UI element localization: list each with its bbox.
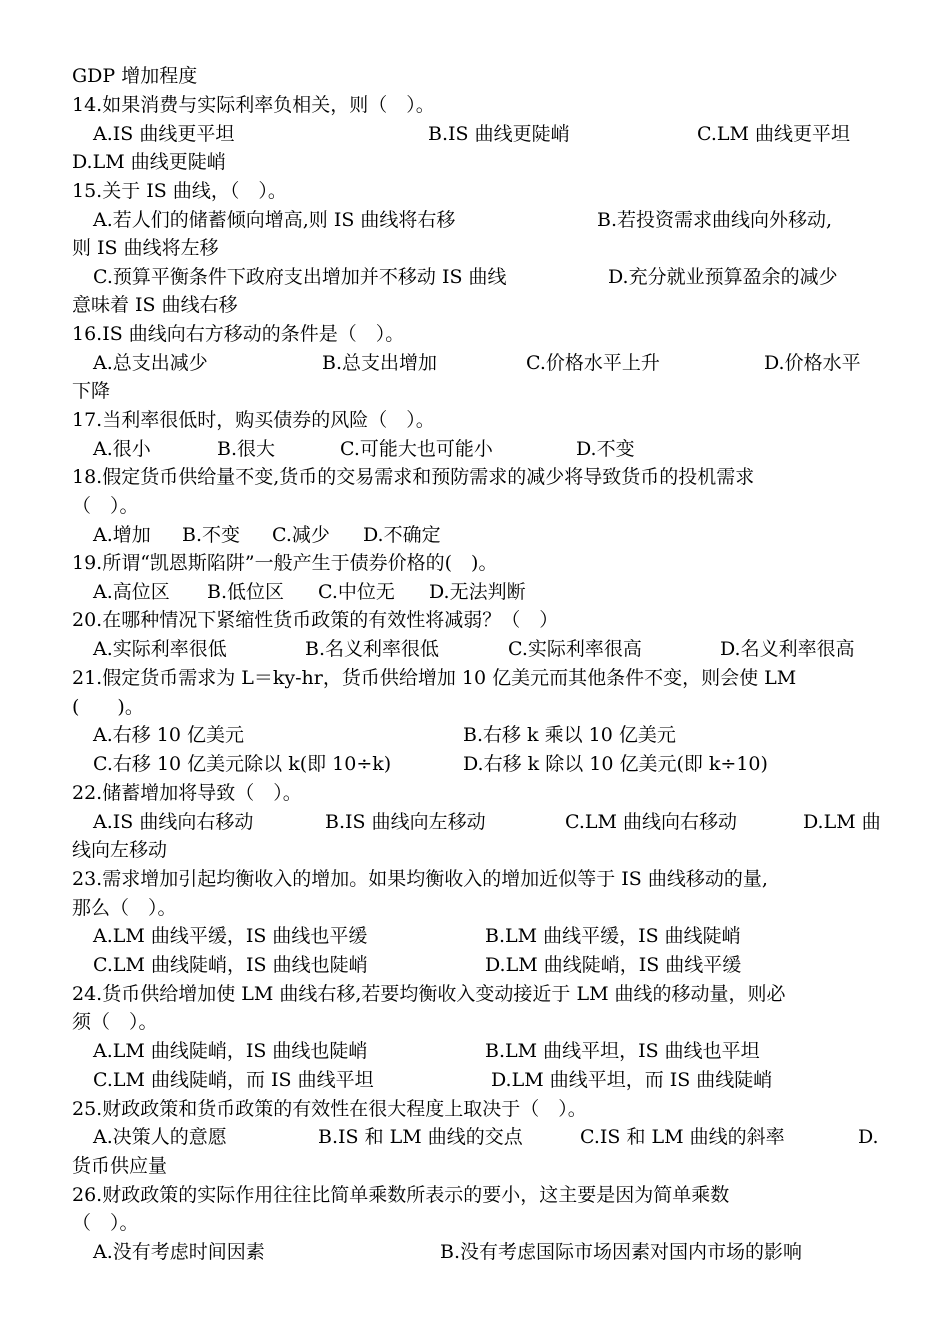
text-line xyxy=(0,549,950,577)
text-segment: 24.货币供给增加使 LM 曲线右移,若要均衡收入变动接近于 LM 曲线的移动量，则必 xyxy=(72,983,786,1005)
answer-option: C.减少 xyxy=(272,524,330,546)
answer-option: D.无法判断 xyxy=(429,581,526,603)
text-line xyxy=(0,693,950,721)
text-line xyxy=(0,435,950,463)
text-line xyxy=(0,721,950,749)
text-segment: GDP 增加程度 xyxy=(72,65,198,87)
answer-option: A.实际利率很低 xyxy=(93,638,227,660)
text-segment: 25.财政政策和货币政策的有效性在很大程度上取决于（ ）。 xyxy=(72,1098,587,1120)
text-segment: 23.需求增加引起均衡收入的增加。如果均衡收入的增加近似等于 IS 曲线移动的量, xyxy=(72,868,768,890)
text-segment: 17.当利率很低时，购买债券的风险（ ）。 xyxy=(72,409,435,431)
answer-option: A.没有考虑时间因素 xyxy=(93,1241,265,1263)
text-segment: 21.假定货币需求为 L＝ky-hr，货币供给增加 10 亿美元而其他条件不变，则会使 LM xyxy=(72,667,797,689)
text-line xyxy=(0,951,950,979)
text-line xyxy=(0,492,950,520)
text-line xyxy=(0,320,950,348)
answer-option: D.不确定 xyxy=(363,524,441,546)
answer-option: D.名义利率很高 xyxy=(720,638,855,660)
answer-option: D.LM 曲线陡峭，IS 曲线平缓 xyxy=(485,954,742,976)
text-line xyxy=(0,922,950,950)
answer-option: A.IS 曲线向右移动 xyxy=(93,811,254,833)
text-segment: 16.IS 曲线向右方移动的条件是（ ）。 xyxy=(72,323,405,345)
text-line xyxy=(0,406,950,434)
text-line xyxy=(0,91,950,119)
text-segment: 则 IS 曲线将左移 xyxy=(72,237,219,259)
answer-option: A.IS 曲线更平坦 xyxy=(93,123,235,145)
text-segment: 意味着 IS 曲线右移 xyxy=(72,294,238,316)
answer-option: C.LM 曲线陡峭，而 IS 曲线平坦 xyxy=(93,1069,374,1091)
text-segment: 须（ ）。 xyxy=(72,1011,158,1033)
text-segment: ( )。 xyxy=(72,696,144,718)
text-segment: 14.如果消费与实际利率负相关，则（ ）。 xyxy=(72,94,435,116)
text-line xyxy=(0,377,950,405)
text-line xyxy=(0,120,950,148)
answer-option: B.LM 曲线平坦，IS 曲线也平坦 xyxy=(485,1040,760,1062)
text-segment: 那么（ ）。 xyxy=(72,897,177,919)
text-line xyxy=(0,206,950,234)
answer-option: B.名义利率很低 xyxy=(305,638,440,660)
text-line xyxy=(0,1008,950,1036)
text-segment: 22.储蓄增加将导致（ ）。 xyxy=(72,782,302,804)
text-line xyxy=(0,808,950,836)
text-line xyxy=(0,664,950,692)
answer-option: B.不变 xyxy=(182,524,241,546)
text-line xyxy=(0,635,950,663)
answer-option: C.LM 曲线向右移动 xyxy=(565,811,738,833)
answer-option: C.IS 和 LM 曲线的斜率 xyxy=(580,1126,785,1148)
answer-option: A.增加 xyxy=(93,524,151,546)
answer-option: A.很小 xyxy=(93,438,151,460)
answer-option: C.右移 10 亿美元除以 k(即 10÷k) xyxy=(93,753,392,775)
answer-option: A.总支出减少 xyxy=(93,352,208,374)
answer-option: A.高位区 xyxy=(93,581,170,603)
text-line xyxy=(0,463,950,491)
text-line xyxy=(0,1095,950,1123)
text-line xyxy=(0,750,950,778)
answer-option: C.实际利率很高 xyxy=(508,638,642,660)
text-line xyxy=(0,349,950,377)
answer-option: D.LM 曲 xyxy=(803,811,881,833)
answer-option: C.可能大也可能小 xyxy=(340,438,493,460)
answer-option: B.若投资需求曲线向外移动, xyxy=(597,209,833,231)
text-line xyxy=(0,779,950,807)
text-line xyxy=(0,1209,950,1237)
text-line xyxy=(0,980,950,1008)
answer-option: A.若人们的储蓄倾向增高,则 IS 曲线将右移 xyxy=(93,209,456,231)
answer-option: C.LM 曲线更平坦 xyxy=(697,123,851,145)
answer-option: C.LM 曲线陡峭，IS 曲线也陡峭 xyxy=(93,954,368,976)
answer-option: A.LM 曲线平缓，IS 曲线也平缓 xyxy=(93,925,368,947)
answer-option: B.IS 和 LM 曲线的交点 xyxy=(318,1126,523,1148)
answer-option: C.价格水平上升 xyxy=(526,352,660,374)
text-line xyxy=(0,1123,950,1151)
answer-option: D. xyxy=(858,1126,879,1148)
text-line xyxy=(0,865,950,893)
answer-option: C.预算平衡条件下政府支出增加并不移动 IS 曲线 xyxy=(93,266,507,288)
answer-option: B.IS 曲线向左移动 xyxy=(325,811,486,833)
answer-option: D.价格水平 xyxy=(764,352,861,374)
text-line xyxy=(0,62,950,90)
answer-option: B.低位区 xyxy=(207,581,285,603)
answer-option: A.决策人的意愿 xyxy=(93,1126,227,1148)
text-line xyxy=(0,1066,950,1094)
text-line xyxy=(0,177,950,205)
answer-option: D.不变 xyxy=(576,438,635,460)
answer-option: A.右移 10 亿美元 xyxy=(93,724,245,746)
text-line xyxy=(0,263,950,291)
answer-option: B.没有考虑国际市场因素对国内市场的影响 xyxy=(440,1241,803,1263)
answer-option: B.右移 k 乘以 10 亿美元 xyxy=(463,724,676,746)
answer-option: B.IS 曲线更陡峭 xyxy=(428,123,570,145)
text-segment: 线向左移动 xyxy=(72,839,168,861)
text-line xyxy=(0,1152,950,1180)
text-segment: 下降 xyxy=(72,380,111,402)
text-line xyxy=(0,1181,950,1209)
text-line xyxy=(0,291,950,319)
text-line xyxy=(0,578,950,606)
answer-option: B.LM 曲线平缓，IS 曲线陡峭 xyxy=(485,925,741,947)
text-segment: 货币供应量 xyxy=(72,1155,168,1177)
text-line xyxy=(0,894,950,922)
text-line xyxy=(0,521,950,549)
text-segment: 26.财政政策的实际作用往往比简单乘数所表示的要小，这主要是因为简单乘数 xyxy=(72,1184,730,1206)
text-line xyxy=(0,148,950,176)
text-segment: （ ）。 xyxy=(72,495,139,517)
text-segment: 20.在哪种情况下紧缩性货币政策的有效性将减弱？（ ） xyxy=(72,609,559,631)
text-segment: 19.所谓“凯恩斯陷阱”一般产生于债券价格的( )。 xyxy=(72,552,498,574)
answer-option: D.充分就业预算盈余的减少 xyxy=(608,266,838,288)
text-segment: D.LM 曲线更陡峭 xyxy=(72,151,226,173)
text-segment: 15.关于 IS 曲线，（ ）。 xyxy=(72,180,287,202)
text-line xyxy=(0,234,950,262)
answer-option: D.LM 曲线平坦，而 IS 曲线陡峭 xyxy=(491,1069,773,1091)
answer-option: C.中位无 xyxy=(318,581,395,603)
text-line xyxy=(0,606,950,634)
answer-option: A.LM 曲线陡峭，IS 曲线也陡峭 xyxy=(93,1040,368,1062)
answer-option: B.总支出增加 xyxy=(322,352,438,374)
text-segment: （ ）。 xyxy=(72,1212,139,1234)
answer-option: B.很大 xyxy=(217,438,276,460)
text-line xyxy=(0,1238,950,1266)
answer-option: D.右移 k 除以 10 亿美元(即 k÷10) xyxy=(463,753,768,775)
text-segment: 18.假定货币供给量不变,货币的交易需求和预防需求的减少将导致货币的投机需求 xyxy=(72,466,755,488)
text-line xyxy=(0,1037,950,1065)
text-line xyxy=(0,836,950,864)
